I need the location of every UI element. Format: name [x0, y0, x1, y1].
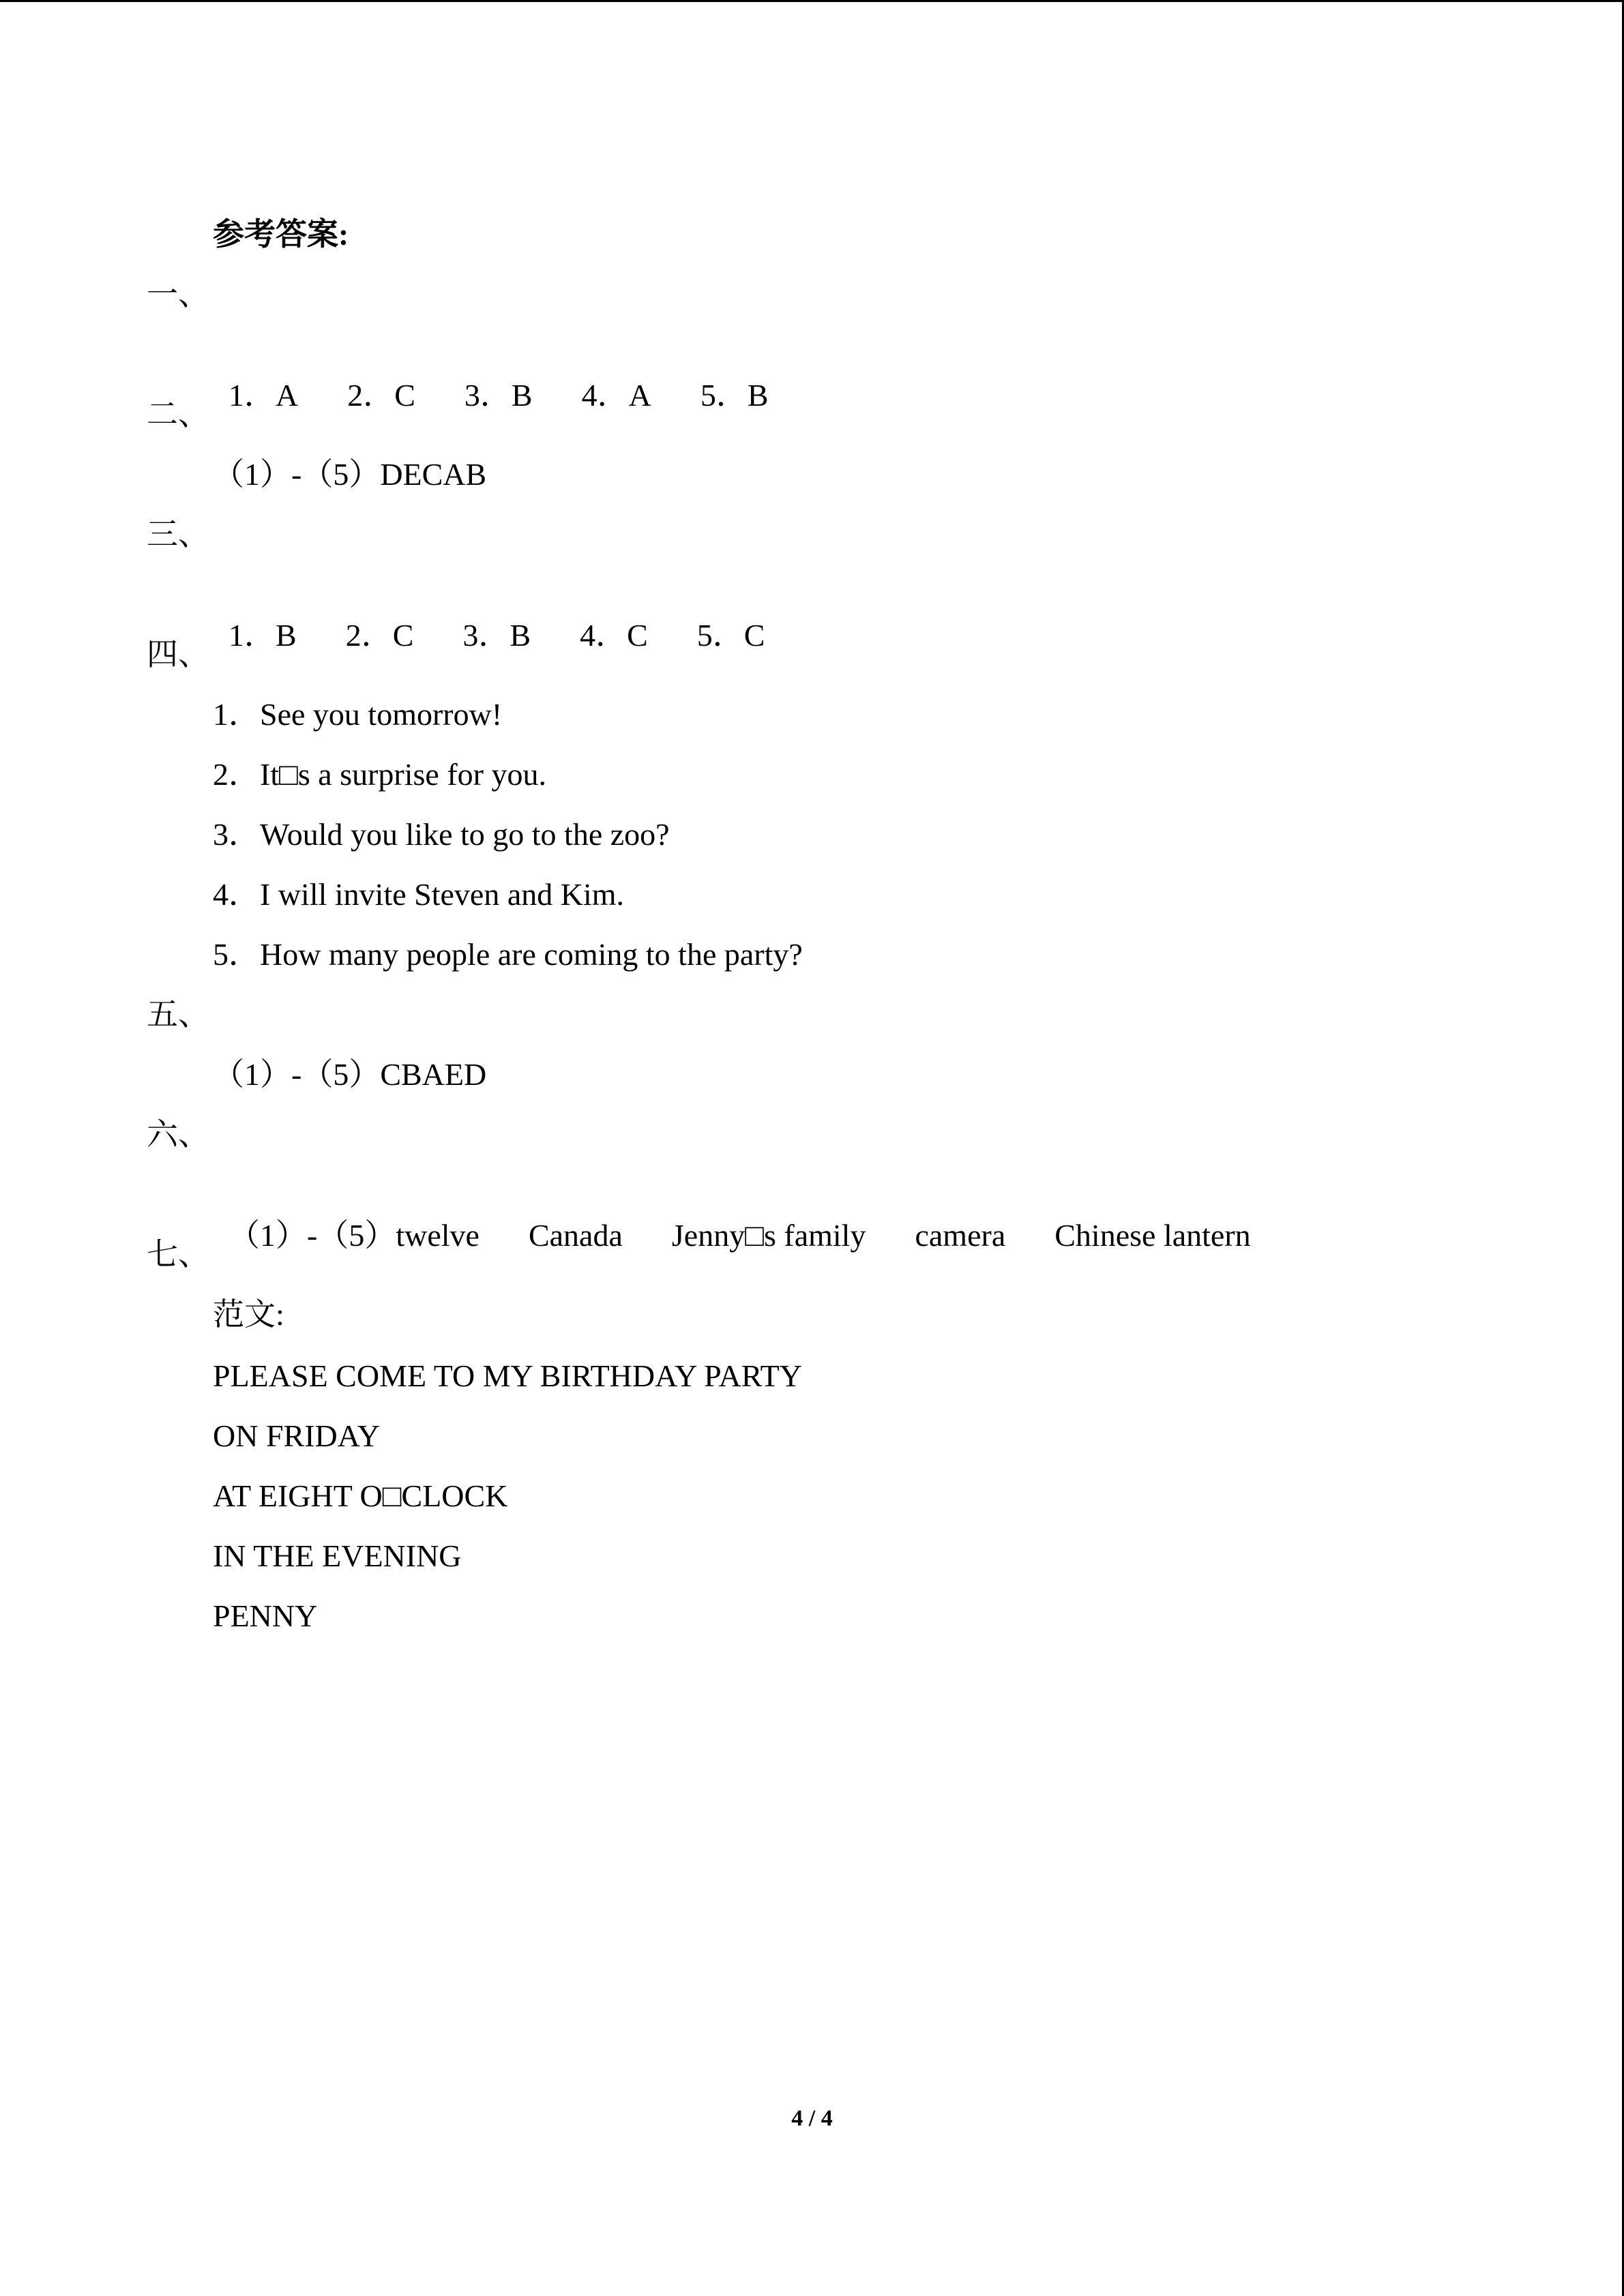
section-3-answer-3: 3．B: [462, 618, 531, 653]
section-1-answer-2: 2．C: [347, 378, 415, 413]
sample-line-3: AT EIGHT O□CLOCK: [213, 1478, 508, 1513]
section-4-sentence-1: 1．See you tomorrow!: [213, 697, 503, 732]
sample-line-1: PLEASE COME TO MY BIRTHDAY PARTY: [213, 1358, 802, 1393]
section-1-answer-1: 1．A: [228, 378, 299, 413]
section-7-label: 七、: [147, 1237, 209, 1272]
section-6-answer-2: Canada: [528, 1218, 623, 1253]
section-5-label: 五、: [147, 997, 209, 1032]
section-1-answers: [213, 334, 769, 416]
section-3-answer-1: 1．B: [228, 618, 297, 653]
section-6-answer-3: Jenny□s family: [671, 1218, 866, 1253]
section-2-answer: （1）-（5）DECAB: [213, 457, 487, 492]
answer-key-title: 参考答案:: [213, 217, 349, 252]
section-4-sentence-4: 4．I will invite Steven and Kim.: [213, 877, 625, 912]
section-1-answer-3: 3．B: [464, 378, 533, 413]
section-3-answer-2: 2．C: [345, 618, 414, 653]
section-3-label: 三、: [147, 517, 209, 552]
section-1-answer-5: 5．B: [700, 378, 769, 413]
section-3-answer-5: 5．C: [696, 618, 765, 653]
sample-essay-label: 范文:: [213, 1297, 284, 1332]
sample-line-4: IN THE EVENING: [213, 1538, 462, 1573]
section-3-answer-4: 4．C: [580, 618, 648, 653]
section-4-label: 四、: [147, 637, 209, 672]
sample-line-2: ON FRIDAY: [213, 1418, 380, 1453]
sample-line-5: PENNY: [213, 1598, 318, 1633]
section-6-answer-5: Chinese lantern: [1054, 1218, 1251, 1253]
section-2-label: 二、: [147, 397, 209, 432]
page-number: 4 / 4: [791, 2106, 833, 2131]
section-6-answer-1: （1）-（5）twelve: [228, 1218, 479, 1253]
section-1-answer-4: 4．A: [581, 378, 651, 413]
page-top-border: [0, 0, 1624, 2]
section-6-answers: [213, 1174, 1251, 1256]
section-5-answer: （1）-（5）CBAED: [213, 1057, 487, 1092]
section-4-sentence-3: 3．Would you like to go to the zoo?: [213, 817, 670, 852]
section-4-sentence-5: 5．How many people are coming to the party?: [213, 937, 803, 972]
section-6-label: 六、: [147, 1117, 209, 1152]
section-1-label: 一、: [147, 277, 209, 312]
section-4-sentence-2: 2．It□s a surprise for you.: [213, 757, 546, 792]
section-3-answers: [213, 574, 765, 656]
section-6-answer-4: camera: [915, 1218, 1006, 1253]
